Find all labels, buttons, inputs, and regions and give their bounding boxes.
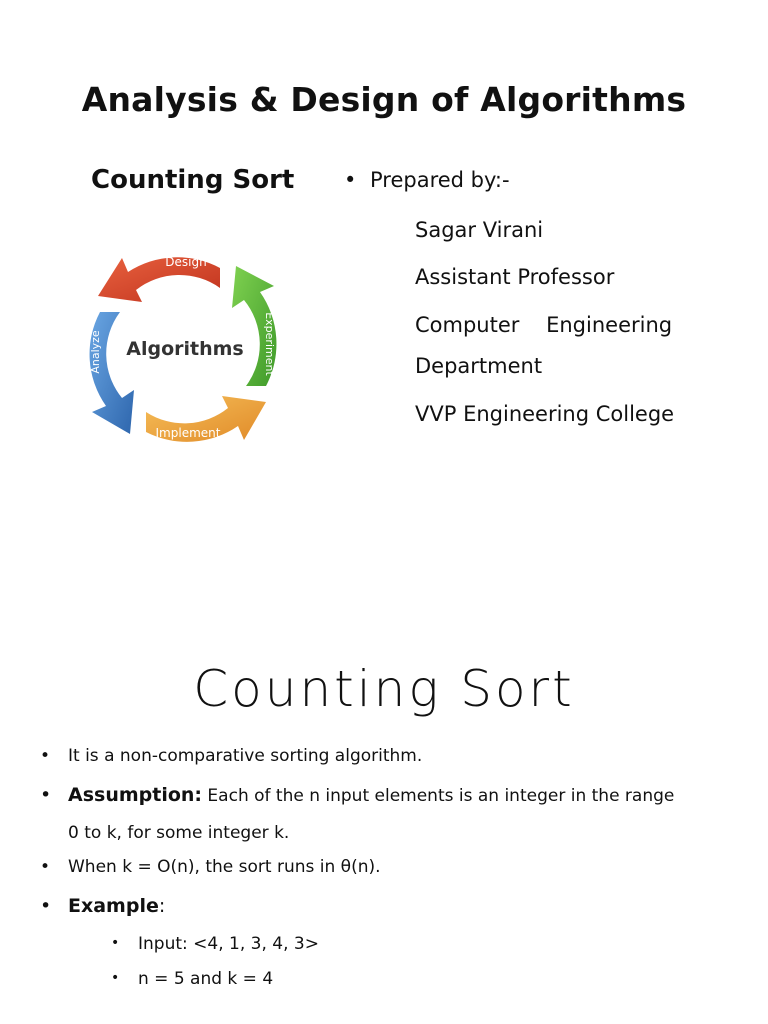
author-title: Assistant Professor: [415, 265, 615, 289]
author-name: Sagar Virani: [415, 218, 544, 242]
slide-title: Analysis & Design of Algorithms: [81, 80, 687, 119]
example-parameters-text: n = 5 and k = 4: [138, 969, 274, 989]
counting-sort-slide: [0, 512, 768, 1024]
bullet-example: [40, 895, 166, 917]
example-label: Example: [68, 895, 159, 917]
bullet-dot: •: [111, 935, 120, 951]
diagram-center-label: Algorithms: [126, 338, 244, 360]
author-department-line2: Department: [415, 354, 543, 378]
diagram-step-implement: Implement: [155, 426, 221, 440]
prepared-by-label: Prepared by:-: [370, 168, 510, 192]
example-parameters: [111, 969, 274, 989]
bullet-dot: •: [111, 970, 120, 986]
slide-title: Counting Sort: [193, 660, 575, 718]
diagram-step-experiment: Experiment: [263, 312, 276, 376]
algorithm-cycle-diagram: [70, 236, 296, 462]
bullet-dot: •: [40, 895, 52, 917]
bullet-assumption: [40, 784, 675, 806]
example-input-text: Input: <4, 1, 3, 4, 3>: [138, 934, 319, 954]
bullet-text: When k = O(n), the sort runs in θ(n).: [68, 857, 381, 877]
bullet-dot: •: [40, 857, 51, 877]
assumption-text: Each of the n input elements is an integer in the range: [202, 786, 675, 806]
example-input: [111, 934, 319, 954]
prepared-by-bullet: [344, 168, 510, 192]
assumption-continuation: 0 to k, for some integer k.: [68, 823, 290, 843]
author-college: VVP Engineering College: [415, 402, 675, 426]
bullet-dot: •: [344, 168, 357, 192]
author-department-line1: Computer Engineering: [415, 313, 673, 337]
bullet-text: It is a non-comparative sorting algorithm.: [68, 746, 423, 766]
bullet-definition: [40, 746, 423, 766]
diagram-step-design: Design: [165, 255, 207, 269]
bullet-complexity: [40, 857, 381, 877]
diagram-step-analyze: Analyze: [89, 330, 102, 374]
bullet-dot: •: [40, 784, 52, 806]
slide-subtitle: Counting Sort: [91, 165, 295, 195]
bullet-dot: •: [40, 746, 51, 766]
example-colon: :: [158, 895, 166, 917]
assumption-label: Assumption:: [68, 784, 203, 806]
